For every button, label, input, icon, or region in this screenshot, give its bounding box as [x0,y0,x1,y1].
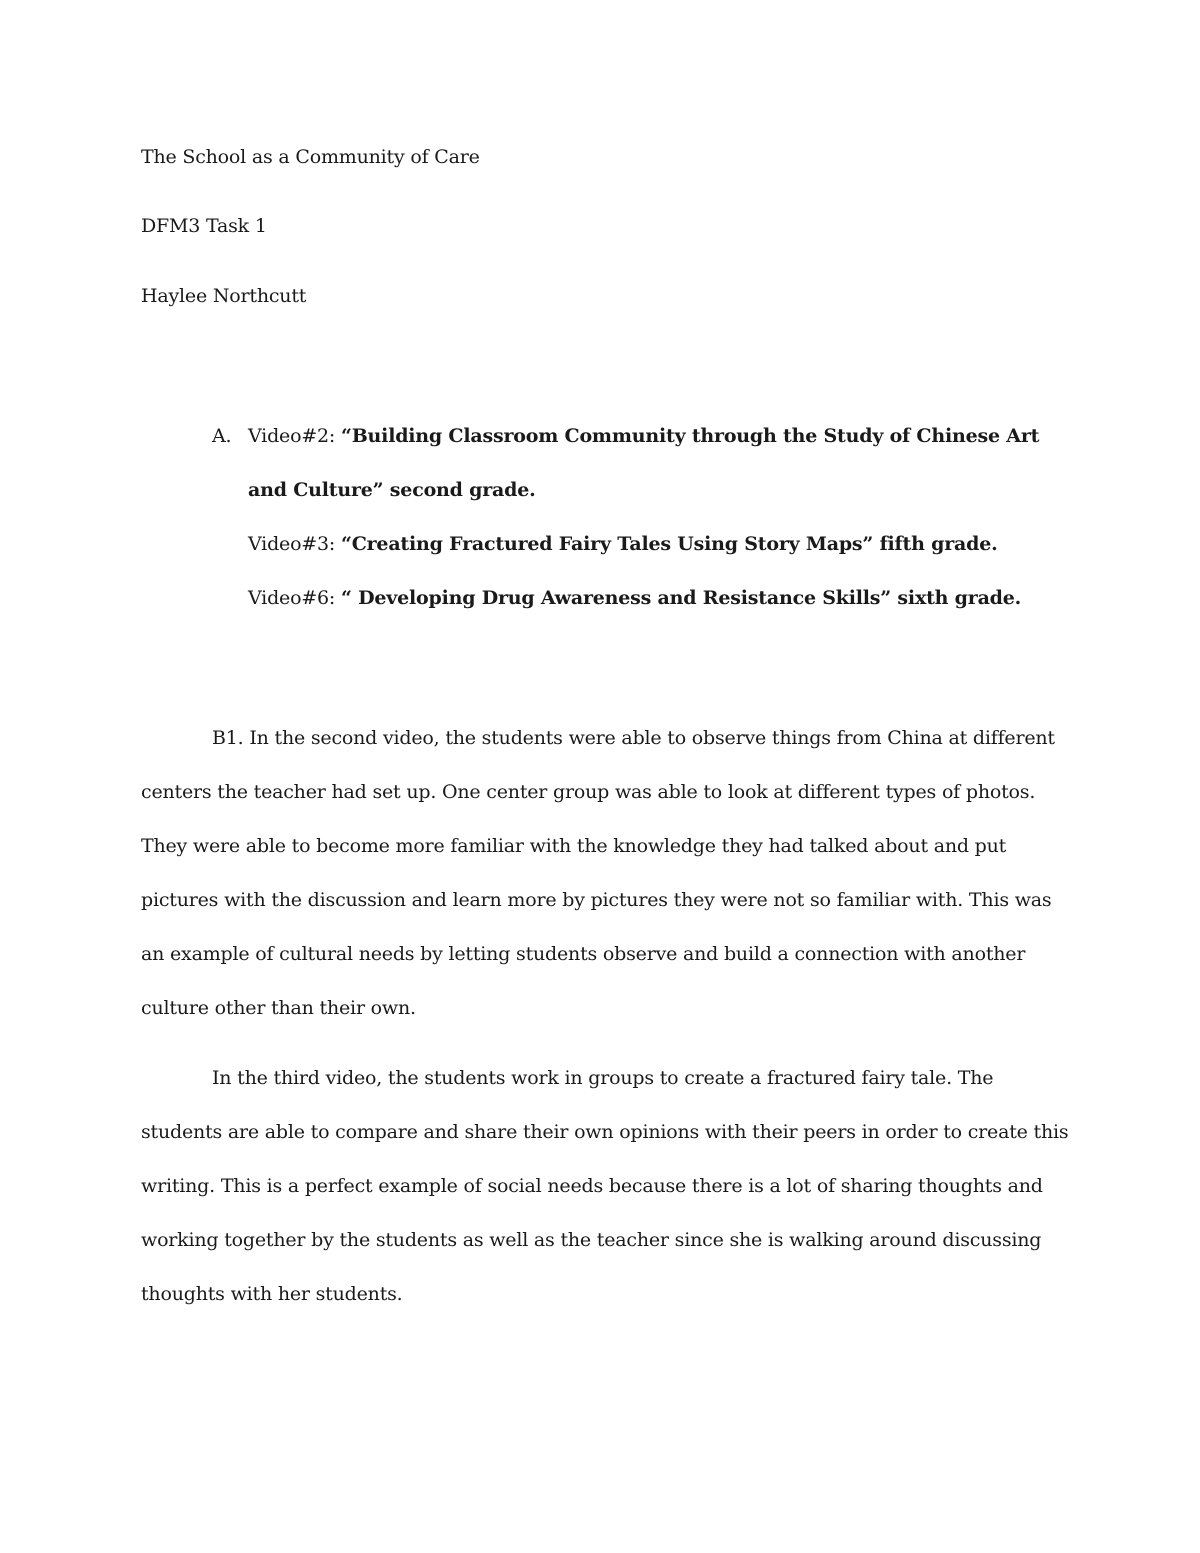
p2-line-4: working together by the students as well as the teacher since she is walking around discussing [141,1229,1042,1251]
video-6-label: Video#6: [248,587,341,609]
video-2-label: Video#2: [248,425,341,447]
video-2-title-line1: “Building Classroom Community through the Study of Chinese Art [340,425,1040,447]
b1-line-2: centers the teacher had set up. One center group was able to look at different types of photos. [141,781,1036,803]
b1-line-3: They were able to become more familiar with the knowledge they had talked about and put [141,835,1007,857]
b1-line-4: pictures with the discussion and learn more by pictures they were not so familiar with. This was [141,889,1052,911]
video-2-title-line2: and Culture” second grade. [248,479,536,501]
b1-line-6: culture other than their own. [141,997,416,1019]
task-label: DFM3 Task 1 [141,215,267,237]
video-2-entry [248,424,1039,448]
video-3-label: Video#3: [248,533,341,555]
video-3-title: “Creating Fractured Fairy Tales Using Story Maps” fifth grade. [340,533,998,555]
document-title: The School as a Community of Care [141,146,480,168]
p2-line-5: thoughts with her students. [141,1283,403,1305]
b1-line-5: an example of cultural needs by letting students observe and build a connection with another [141,943,1026,965]
video-6-title: “ Developing Drug Awareness and Resistance Skills” sixth grade. [340,587,1022,609]
b1-line-1: B1. In the second video, the students were able to observe things from China at different [212,727,1055,749]
author-name: Haylee Northcutt [141,285,307,307]
p2-line-1: In the third video, the students work in groups to create a fractured fairy tale. The [212,1067,994,1089]
p2-line-3: writing. This is a perfect example of social needs because there is a lot of sharing thoughts and [141,1175,1043,1197]
list-letter-a: A. [212,425,232,447]
video-6-entry [248,586,1021,610]
p2-line-2: students are able to compare and share their own opinions with their peers in order to create this [141,1121,1069,1143]
video-3-entry [248,532,998,556]
